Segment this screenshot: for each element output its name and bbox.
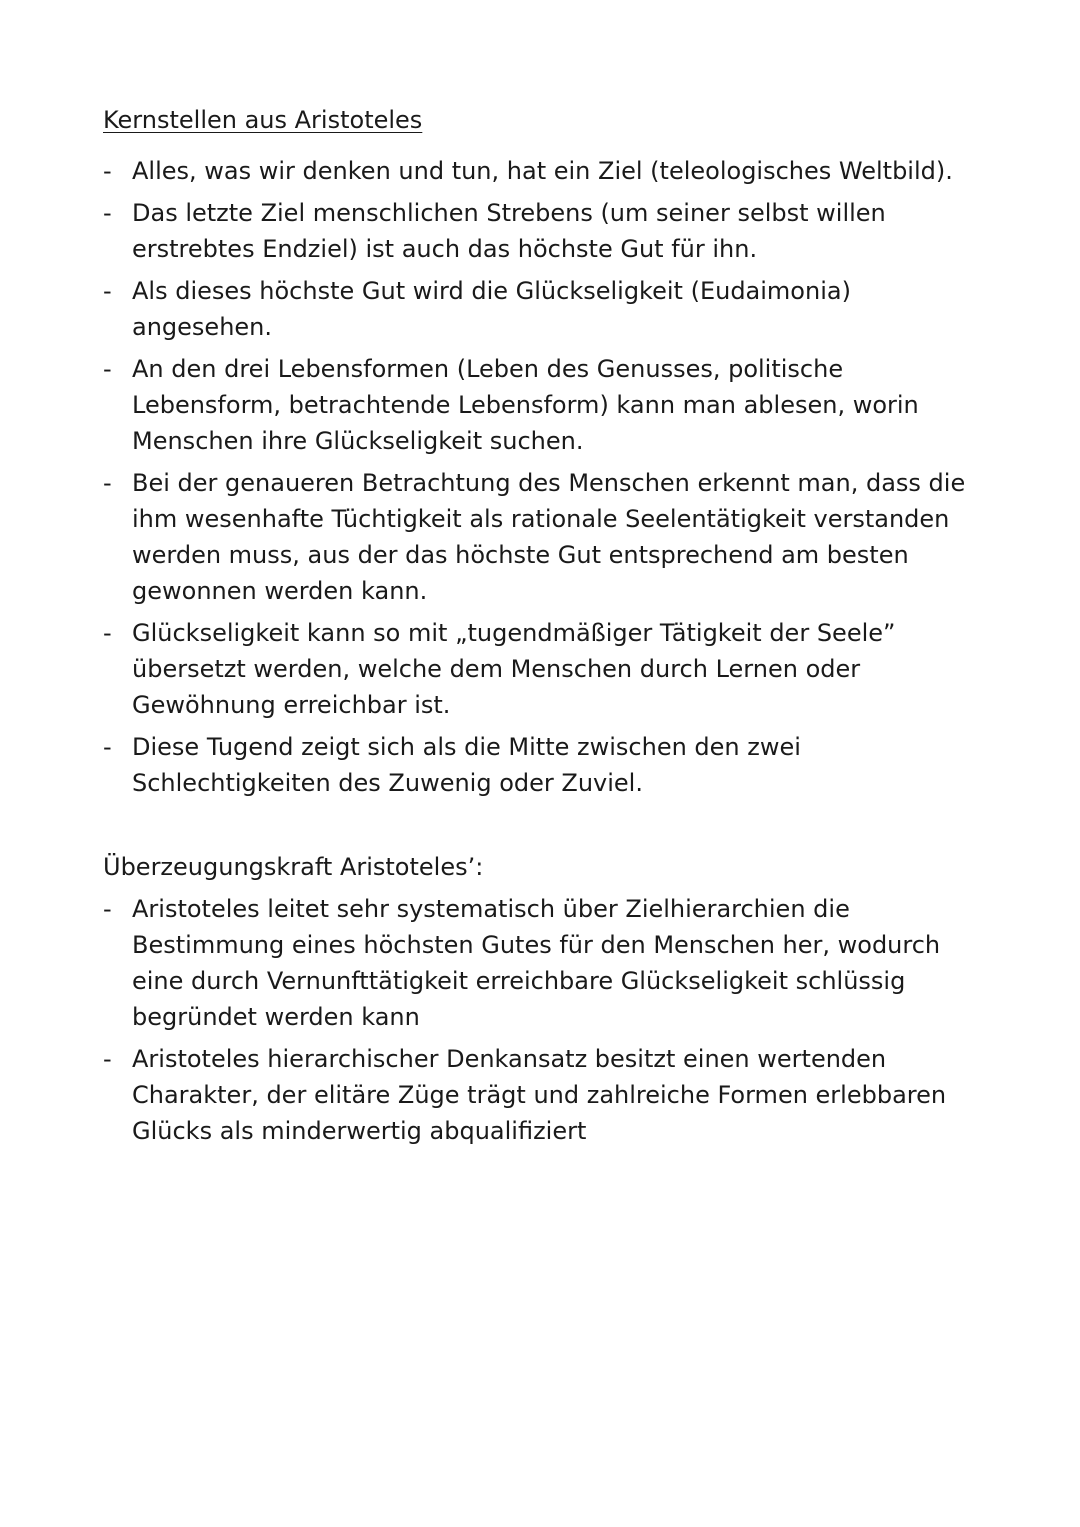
list-item-text: Als dieses höchste Gut wird die Glückseligkeit (Eudaimonia) angesehen. bbox=[132, 277, 851, 341]
bullet-dash: - bbox=[103, 1045, 112, 1073]
bullet-dash: - bbox=[103, 355, 112, 383]
list-item-text: Aristoteles hierarchischer Denkansatz besitzt einen wertenden Charakter, der elitäre Züge trägt und zahlreiche Formen erlebbaren Glücks als minderwertig abqualifiziert bbox=[132, 1045, 947, 1145]
list-item bbox=[103, 465, 983, 609]
list-item-text: Glückseligkeit kann so mit „tugendmäßiger Tätigkeit der Seele” übersetzt werden, welche dem Menschen durch Lernen oder Gewöhnung erreichbar ist. bbox=[132, 619, 896, 719]
kernstellen-list bbox=[103, 153, 983, 807]
list-item-text: Das letzte Ziel menschlichen Strebens (um seiner selbst willen erstrebtes Endziel) ist auch das höchste Gut für ihn. bbox=[132, 199, 886, 263]
bullet-dash: - bbox=[103, 199, 112, 227]
list-item bbox=[103, 195, 983, 267]
list-item bbox=[103, 273, 983, 345]
list-item bbox=[103, 729, 983, 801]
ueberzeugungskraft-list bbox=[103, 891, 983, 1155]
list-item-text: Aristoteles leitet sehr systematisch über Zielhierarchien die Bestimmung eines höchsten Gutes für den Menschen her, wodurch eine durch Vernunfttätigkeit erreichbare Glückseligkeit schlüssig begründet werden kann bbox=[132, 895, 941, 1031]
list-item bbox=[103, 351, 983, 459]
list-item-text: An den drei Lebensformen (Leben des Genusses, politische Lebensform, betrachtende Lebensform) kann man ablesen, worin Menschen ihre Glückseligkeit suchen. bbox=[132, 355, 919, 455]
list-item-text: Bei der genaueren Betrachtung des Menschen erkennt man, dass die ihm wesenhafte Tüchtigkeit als rationale Seelentätigkeit verstanden werden muss, aus der das höchste Gut entsprechend am besten gewonnen werden kann. bbox=[132, 469, 966, 605]
bullet-dash: - bbox=[103, 469, 112, 497]
list-item bbox=[103, 153, 983, 189]
list-item-text: Diese Tugend zeigt sich als die Mitte zwischen den zwei Schlechtigkeiten des Zuwenig oder Zuviel. bbox=[132, 733, 801, 797]
bullet-dash: - bbox=[103, 895, 112, 923]
section-heading-kernstellen: Kernstellen aus Aristoteles bbox=[103, 106, 423, 134]
list-item bbox=[103, 615, 983, 723]
bullet-dash: - bbox=[103, 619, 112, 647]
list-item bbox=[103, 891, 983, 1035]
bullet-dash: - bbox=[103, 277, 112, 305]
bullet-dash: - bbox=[103, 157, 112, 185]
bullet-dash: - bbox=[103, 733, 112, 761]
section-heading-ueberzeugungskraft: Überzeugungskraft Aristoteles’: bbox=[103, 853, 484, 881]
list-item bbox=[103, 1041, 983, 1149]
list-item-text: Alles, was wir denken und tun, hat ein Ziel (teleologisches Weltbild). bbox=[132, 157, 953, 185]
